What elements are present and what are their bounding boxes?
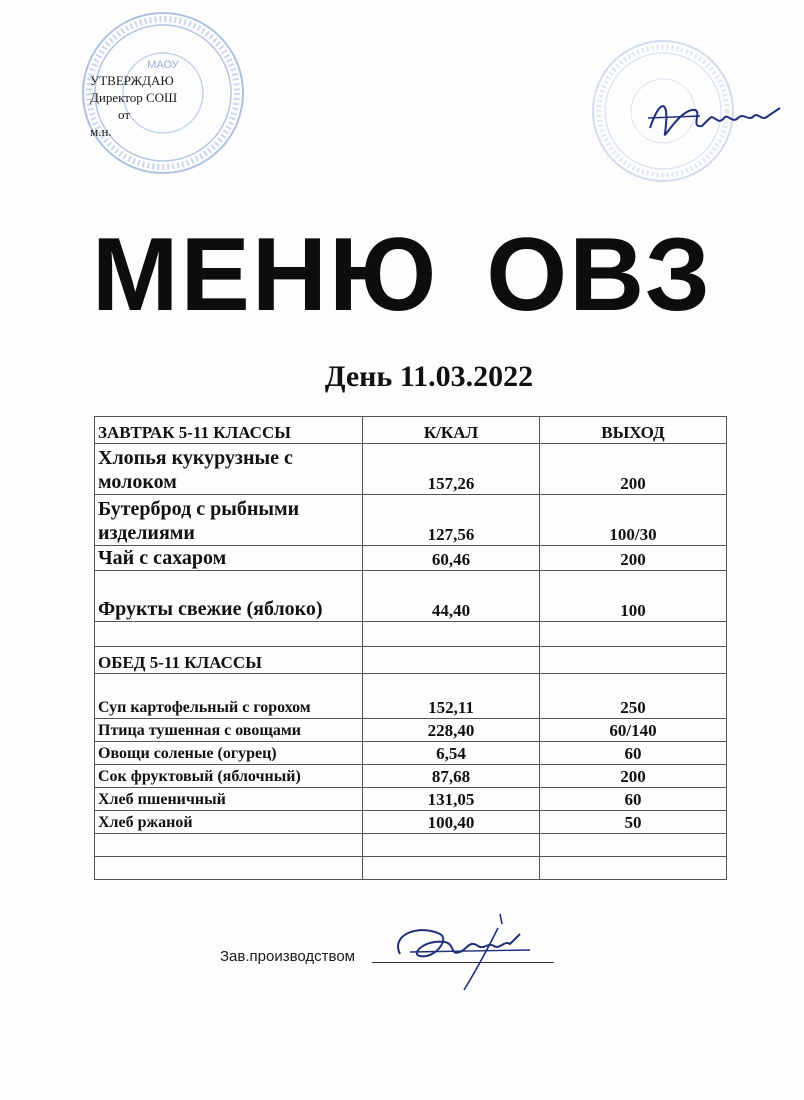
table-row <box>95 788 727 811</box>
header-meal: ЗАВТРАК 5-11 КЛАССЫ <box>95 417 363 444</box>
table-row <box>95 742 727 765</box>
dish-name: Хлопья кукурузные с молоком <box>95 444 363 495</box>
dish-name: Суп картофельный с горохом <box>95 674 363 719</box>
dish-name: Бутерброд с рыбными изделиями <box>95 495 363 546</box>
dish-output: 60 <box>540 788 727 811</box>
table-row <box>95 719 727 742</box>
page-title <box>0 215 804 335</box>
header-output: ВЫХОД <box>540 417 727 444</box>
table-row-empty <box>95 834 727 857</box>
approval-initials: м.н. <box>90 124 112 139</box>
title-word-menu: МЕНЮ <box>91 217 439 333</box>
dish-kcal: 87,68 <box>363 765 540 788</box>
table-header-row <box>95 417 727 444</box>
dish-name: Фрукты свежие (яблоко) <box>95 571 363 622</box>
menu-table <box>94 416 727 880</box>
title-word-ovz: ОВЗ <box>486 217 713 333</box>
production-signature-icon <box>380 904 540 994</box>
dish-kcal: 157,26 <box>363 444 540 495</box>
dish-name: Хлеб ржаной <box>95 811 363 834</box>
svg-text:МАОУ: МАОУ <box>147 59 179 71</box>
dish-output: 200 <box>540 444 727 495</box>
approval-date-label: от <box>118 107 131 122</box>
dish-output: 100/30 <box>540 495 727 546</box>
dish-output: 200 <box>540 765 727 788</box>
menu-date: День 11.03.2022 <box>324 360 534 393</box>
dish-name: Чай с сахаром <box>95 546 363 571</box>
header-kcal: К/КАЛ <box>363 417 540 444</box>
table-row <box>95 571 727 622</box>
dish-output: 100 <box>540 571 727 622</box>
table-row-empty <box>95 622 727 647</box>
table-row <box>95 811 727 834</box>
approval-title: УТВЕРЖДАЮ <box>90 73 174 88</box>
table-row <box>95 765 727 788</box>
dish-kcal: 127,56 <box>363 495 540 546</box>
production-head-label: Зав.производством <box>220 948 355 965</box>
dish-output: 200 <box>540 546 727 571</box>
dish-kcal: 100,40 <box>363 811 540 834</box>
dish-name: Овощи соленые (огурец) <box>95 742 363 765</box>
dish-kcal: 152,11 <box>363 674 540 719</box>
lunch-header: ОБЕД 5-11 КЛАССЫ <box>95 647 363 674</box>
dish-output: 60/140 <box>540 719 727 742</box>
approval-block <box>90 72 240 140</box>
table-row <box>95 546 727 571</box>
dish-name: Сок фруктовый (яблочный) <box>95 765 363 788</box>
dish-name: Хлеб пшеничный <box>95 788 363 811</box>
director-signature-icon <box>640 88 790 148</box>
dish-output: 60 <box>540 742 727 765</box>
table-row <box>95 444 727 495</box>
dish-name: Птица тушенная с овощами <box>95 719 363 742</box>
lunch-header-row <box>95 647 727 674</box>
table-row-empty <box>95 857 727 880</box>
dish-kcal: 60,46 <box>363 546 540 571</box>
table-row <box>95 495 727 546</box>
dish-kcal: 6,54 <box>363 742 540 765</box>
dish-output: 50 <box>540 811 727 834</box>
dish-kcal: 131,05 <box>363 788 540 811</box>
dish-kcal: 44,40 <box>363 571 540 622</box>
approval-position: Директор СОШ <box>90 90 178 105</box>
dish-output: 250 <box>540 674 727 719</box>
dish-kcal: 228,40 <box>363 719 540 742</box>
table-row <box>95 674 727 719</box>
